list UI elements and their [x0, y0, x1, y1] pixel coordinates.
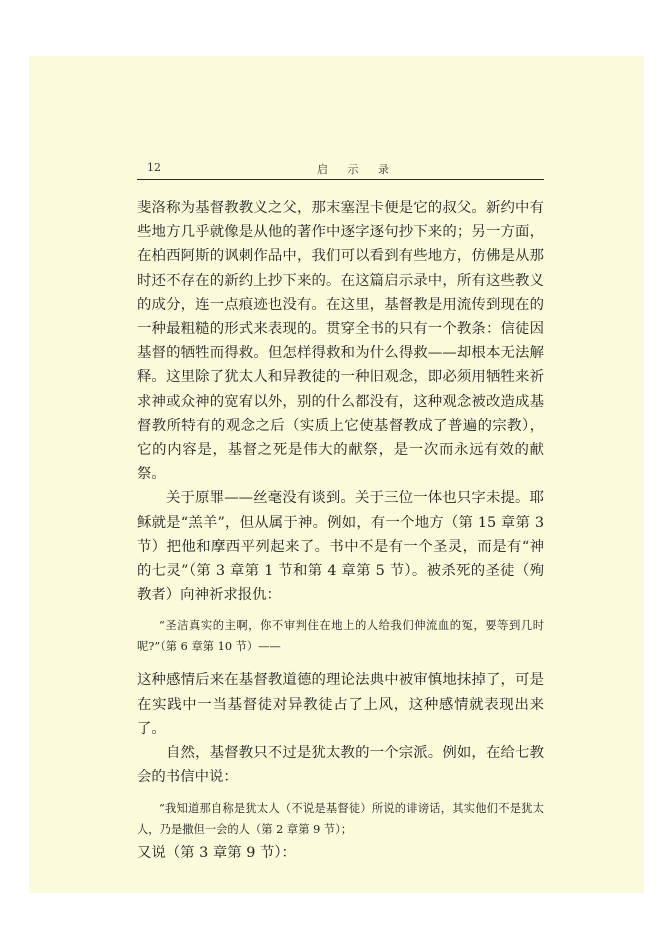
paragraph-4: 自然，基督教只不过是犹太教的一个宗派。例如，在给七教会的书信中说： [137, 745, 544, 786]
page-number: 12 [147, 161, 161, 174]
paragraph-1: 斐洛称为基督教教义之父，那末塞涅卡便是它的叔父。新约中有些地方几乎就像是从他的著作中逐字逐句抄下来的；另一方面，在柏西阿斯的讽刺作品中，我们可以看到有些地方，仿佛是从那时还不存在的新约上抄下来的。在这篇启示录中，所有这些教义的成分，连一点痕迹也没有。在这里，基督教是用流传到现在的一种最粗糙的形式来表现的。贯穿全书的只有一个教条：信徒因基督的牺牲而得救。但怎样得救和为什么得救——却根本无法解释。这里除了犹太人和异教徒的一种旧观念，即必须用牺牲来祈求神或众神的宽宥以外，别的什么都没有，这种观念被改造成基督教所特有的观念之后（实质上它使基督教成了普遍的宗教），它的内容是，基督之死是伟大的献祭，是一次而永远有效的献祭。 [137, 200, 544, 483]
running-title: 启 示 录 [317, 163, 397, 176]
block-quote-2: “我知道那自称是犹太人（不说是基督徒）所说的诽谤话，其实他们不是犹太人，乃是撒但一会的人（第 2 章第 9 节）； [137, 802, 544, 837]
page-body [137, 196, 544, 866]
block-quote-1: “圣洁真实的主啊，你不审判住在地上的人给我们伸流血的冤，要等到几时呢?”（第 6 章第 10 节）—— [137, 619, 544, 654]
paragraph-2: 关于原罪——丝毫没有谈到。关于三位一体也只字未提。耶稣就是“羔羊”，但从属于神。例如，有一个地方（第 15 章第 3 节）把他和摩西平列起来了。书中不是有一个圣灵，而是有“神的七灵”（第 3 章第 1 节和第 4 章第 5 节）。被杀死的圣徒（殉教者）向神祈求报仇： [137, 490, 544, 604]
paragraph-5: 又说（第 3 章第 9 节）： [137, 845, 296, 862]
paragraph-3: 这种感情后来在基督教道德的理论法典中被审慎地抹掉了，可是在实践中一当基督徒对异教徒占了上风，这种感情就表现出来了。 [137, 672, 544, 737]
page-header [137, 158, 544, 180]
